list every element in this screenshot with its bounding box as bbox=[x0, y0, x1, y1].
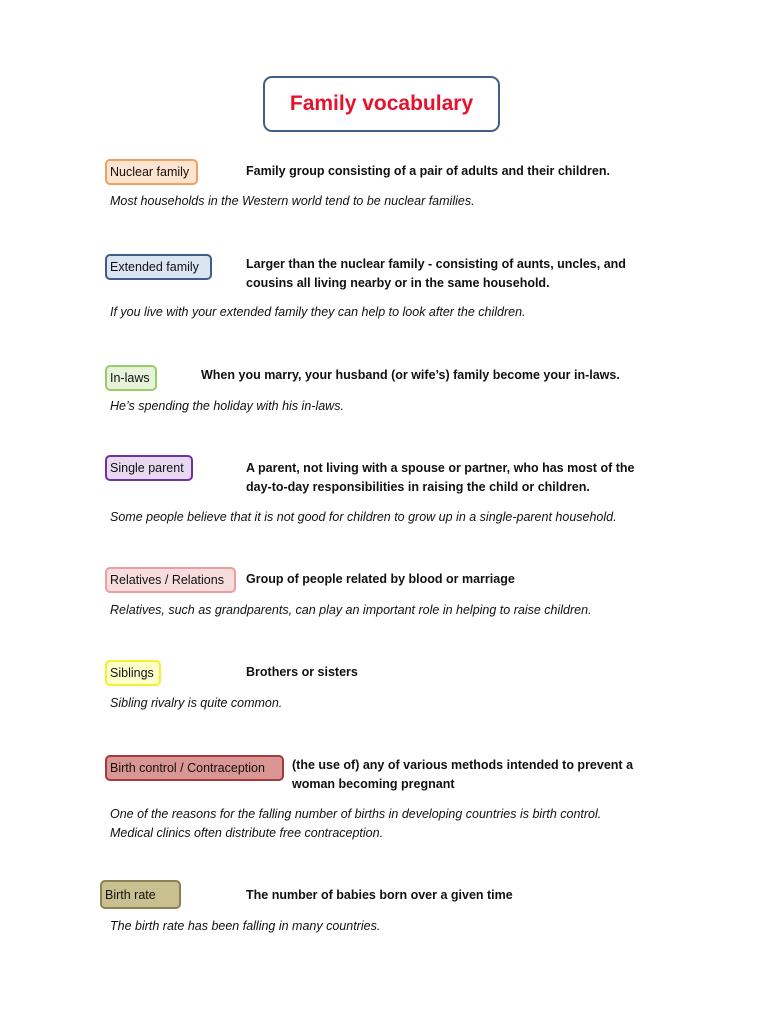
term-birth-rate bbox=[100, 880, 181, 909]
term-label: Extended family bbox=[110, 260, 199, 274]
definition-in-laws: When you marry, your husband (or wife’s) family become your in-laws. bbox=[201, 368, 620, 382]
example-birth-rate: The birth rate has been falling in many countries. bbox=[110, 919, 381, 933]
example-birth-control: One of the reasons for the falling number of births in developing countries is birth control. Medical clinics often distribute free contraception. bbox=[110, 807, 602, 840]
example-single-parent: Some people believe that it is not good for children to grow up in a single-parent household. bbox=[110, 510, 617, 524]
definition-siblings: Brothers or sisters bbox=[246, 665, 358, 679]
term-label: Siblings bbox=[110, 666, 154, 680]
term-label: Nuclear family bbox=[110, 165, 190, 179]
title-box bbox=[263, 76, 500, 132]
term-in-laws bbox=[105, 365, 157, 391]
definition-relatives: Group of people related by blood or marriage bbox=[246, 572, 515, 586]
definition-birth-rate: The number of babies born over a given time bbox=[246, 888, 513, 902]
definition-birth-control: (the use of) any of various methods intended to prevent a woman becoming pregnant bbox=[292, 758, 634, 791]
term-label: Birth control / Contraception bbox=[110, 761, 265, 775]
term-relatives bbox=[105, 567, 236, 593]
term-label: In-laws bbox=[110, 371, 150, 385]
example-in-laws: He’s spending the holiday with his in-laws. bbox=[110, 399, 344, 413]
term-extended-family bbox=[105, 254, 212, 280]
definition-extended-family: Larger than the nuclear family - consisting of aunts, uncles, and cousins all living nearby or in the same household. bbox=[246, 257, 626, 290]
example-relatives: Relatives, such as grandparents, can play an important role in helping to raise children. bbox=[110, 603, 592, 617]
term-nuclear-family bbox=[105, 159, 198, 185]
definition-nuclear-family: Family group consisting of a pair of adults and their children. bbox=[246, 164, 610, 178]
example-siblings: Sibling rivalry is quite common. bbox=[110, 696, 283, 710]
term-single-parent bbox=[105, 455, 193, 481]
term-siblings bbox=[105, 660, 161, 686]
term-birth-control bbox=[105, 755, 284, 781]
definition-single-parent: A parent, not living with a spouse or partner, who has most of the day-to-day responsibilities in raising the child or children. bbox=[246, 461, 635, 494]
example-nuclear-family: Most households in the Western world tend to be nuclear families. bbox=[110, 194, 475, 208]
term-label: Single parent bbox=[110, 461, 184, 475]
page-title: Family vocabulary bbox=[289, 92, 474, 115]
example-extended-family: If you live with your extended family they can help to look after the children. bbox=[110, 305, 526, 319]
term-label: Birth rate bbox=[105, 887, 156, 902]
term-label: Relatives / Relations bbox=[110, 573, 224, 587]
